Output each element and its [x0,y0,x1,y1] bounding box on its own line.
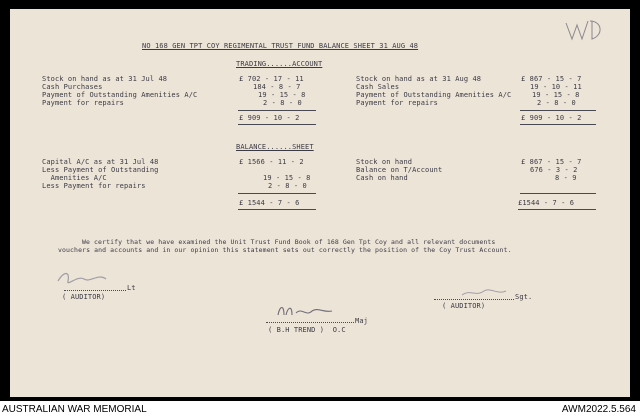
total-rule [520,124,596,125]
balance-right-amount: 8 - 9 [555,174,577,182]
balance-left-label: Less Payment for repairs [42,182,146,190]
balance-sheet-heading: BALANCE......SHEET [236,143,314,151]
document-page [10,9,630,397]
total-rule [518,209,596,210]
total-rule [238,193,316,194]
balance-left-label: Amenities A/C [42,174,107,182]
handwritten-initials [562,15,607,45]
trading-right-amount: 19 - 10 - 11 [530,83,582,91]
trading-right-amount: 19 - 15 - 8 [532,91,580,99]
trading-left-amount: £ 702 - 17 - 11 [239,75,304,83]
oc-signature [272,299,352,321]
certification-line: We certify that we have examined the Unit Trust Fund Book of 168 Gen Tpt Coy and all relevant documents [82,238,496,246]
trading-right-label: Stock on hand as at 31 Aug 48 [356,75,482,83]
archive-reference: AWM2022.5.564 [561,404,636,415]
signature-line [64,290,126,291]
total-rule [238,209,316,210]
trading-left-label: Payment for repairs [42,99,124,107]
balance-left-total: £ 1544 - 7 - 6 [239,199,300,207]
trading-right-amount: £ 867 - 15 - 7 [521,75,582,83]
signature-line [434,299,514,300]
trading-account-heading: TRADING......ACCOUNT [236,60,323,68]
trading-right-label: Payment of Outstanding Amenities A/C [356,91,512,99]
balance-left-label: Less Payment of Outstanding [42,166,159,174]
trading-right-label: Payment for repairs [356,99,438,107]
auditor-right-rank: Sgt. [515,293,533,301]
balance-left-label: Capital A/C as at 31 Jul 48 [42,158,159,166]
oc-name: ( B.H TREND ) O.C [268,326,346,334]
archive-footer [0,401,640,417]
balance-left-amount: 19 - 15 - 8 [263,174,311,182]
trading-left-label: Stock on hand as at 31 Jul 48 [42,75,168,83]
balance-right-amount: £ 867 - 15 - 7 [521,158,582,166]
trading-right-label: Cash Sales [356,83,400,91]
total-rule [520,193,596,194]
total-rule [238,124,316,125]
total-rule [520,110,596,111]
trading-left-amount: 2 - 8 - 0 [263,99,302,107]
auditor-left-label: ( AUDITOR) [62,293,106,301]
certification-line: vouchers and accounts and in our opinion this statement sets out correctly the position of the Coy Trust Account. [58,246,512,254]
total-rule [238,110,316,111]
auditor-right-label: ( AUDITOR) [442,302,486,310]
balance-right-label: Balance on T/Account [356,166,443,174]
trading-left-total: £ 909 - 10 - 2 [239,114,300,122]
balance-right-amount: 676 - 3 - 2 [530,166,578,174]
oc-rank: Maj [355,317,368,325]
trading-left-label: Payment of Outstanding Amenities A/C [42,91,198,99]
auditor-left-rank: Lt [127,284,136,292]
balance-sheet-title: NO 168 GEN TPT COY REGIMENTAL TRUST FUND BALANCE SHEET 31 AUG 48 [142,42,419,50]
trading-left-label: Cash Purchases [42,83,103,91]
trading-left-amount: 184 - 8 - 7 [253,83,301,91]
balance-left-amount: 2 - 8 - 0 [268,182,307,190]
balance-right-label: Cash on hand [356,174,408,182]
trading-right-amount: 2 - 8 - 0 [537,99,576,107]
signature-line [266,322,354,323]
trading-right-total: £ 909 - 10 - 2 [521,114,582,122]
balance-left-amount: £ 1566 - 11 - 2 [239,158,304,166]
trading-left-amount: 19 - 15 - 8 [258,91,306,99]
auditor-left-signature [54,267,124,289]
balance-right-total: £1544 - 7 - 6 [518,199,575,207]
balance-right-label: Stock on hand [356,158,413,166]
archive-credit: AUSTRALIAN WAR MEMORIAL [2,404,147,415]
